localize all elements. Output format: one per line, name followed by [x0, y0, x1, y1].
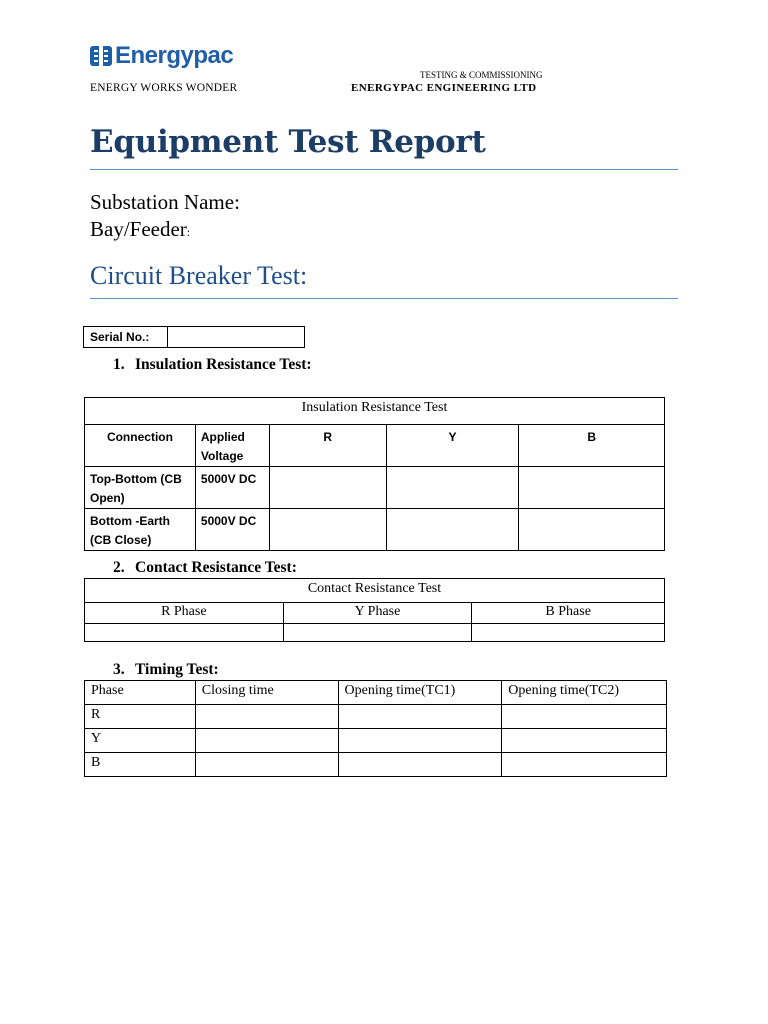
- section-title: Circuit Breaker Test:: [90, 261, 308, 290]
- table-cell[interactable]: [386, 509, 519, 551]
- table-row: [85, 705, 667, 729]
- insulation-heading-text: Insulation Resistance Test:: [135, 356, 312, 373]
- company-logo: [90, 43, 233, 69]
- company-name: ENERGYPAC ENGINEERING LTD: [351, 82, 537, 94]
- table-row: [85, 753, 667, 777]
- table-row: [85, 509, 665, 551]
- table-cell[interactable]: [472, 624, 665, 642]
- column-header: Opening time(TC1): [338, 681, 502, 705]
- energypac-logo-icon: [90, 45, 112, 67]
- table-cell[interactable]: [502, 705, 667, 729]
- table-cell: Top-Bottom (CB Open): [85, 467, 196, 509]
- table-cell[interactable]: [85, 624, 284, 642]
- insulation-table: [84, 397, 665, 551]
- column-header: Y Phase: [283, 603, 472, 624]
- table-cell[interactable]: [269, 509, 386, 551]
- table-cell[interactable]: [386, 467, 519, 509]
- department-label: TESTING & COMMISSIONING: [420, 70, 543, 80]
- table-cell[interactable]: [195, 729, 338, 753]
- contact-number: 2.: [113, 559, 125, 576]
- column-header: Phase: [85, 681, 196, 705]
- contact-heading-text: Contact Resistance Test:: [135, 559, 297, 576]
- insulation-table-title: Insulation Resistance Test: [85, 398, 665, 425]
- column-header: Applied Voltage: [195, 425, 269, 467]
- table-cell: 5000V DC: [195, 509, 269, 551]
- phase-cell: R: [85, 705, 196, 729]
- report-title: Equipment Test Report: [90, 124, 486, 160]
- table-cell: Bottom -Earth (CB Close): [85, 509, 196, 551]
- column-header: R Phase: [85, 603, 284, 624]
- bay-feeder-label: Bay/Feeder: [90, 217, 187, 241]
- column-header: Connection: [85, 425, 196, 467]
- table-cell[interactable]: [195, 705, 338, 729]
- column-header: Closing time: [195, 681, 338, 705]
- timing-heading: [113, 661, 219, 679]
- contact-heading: [113, 559, 297, 577]
- table-cell[interactable]: [283, 624, 472, 642]
- table-cell[interactable]: [338, 753, 502, 777]
- substation-name-label: Substation Name:: [90, 190, 240, 214]
- bay-feeder-colon: :: [186, 225, 191, 239]
- column-header: Y: [386, 425, 519, 467]
- table-cell[interactable]: [195, 753, 338, 777]
- table-cell[interactable]: [502, 753, 667, 777]
- table-cell[interactable]: [338, 705, 502, 729]
- timing-table: [84, 680, 667, 777]
- column-header: Opening time(TC2): [502, 681, 667, 705]
- contact-table: [84, 578, 665, 642]
- phase-cell: Y: [85, 729, 196, 753]
- table-row: [85, 729, 667, 753]
- serial-number-box: [83, 326, 305, 348]
- timing-heading-text: Timing Test:: [135, 661, 219, 678]
- timing-number: 3.: [113, 661, 125, 678]
- column-header: B: [519, 425, 665, 467]
- phase-cell: B: [85, 753, 196, 777]
- section-divider: [90, 298, 678, 299]
- column-header: B Phase: [472, 603, 665, 624]
- serial-number-value[interactable]: [168, 327, 304, 347]
- company-tagline: ENERGY WORKS WONDER: [90, 82, 238, 94]
- table-cell[interactable]: [338, 729, 502, 753]
- table-cell[interactable]: [519, 509, 665, 551]
- contact-table-title: Contact Resistance Test: [85, 579, 665, 603]
- title-divider: [90, 169, 678, 170]
- table-cell[interactable]: [269, 467, 386, 509]
- insulation-number: 1.: [113, 356, 125, 373]
- column-header: R: [269, 425, 386, 467]
- insulation-heading: [113, 356, 312, 374]
- table-row: [85, 467, 665, 509]
- table-cell[interactable]: [502, 729, 667, 753]
- logo-text: Energypac: [115, 42, 234, 69]
- table-cell[interactable]: [519, 467, 665, 509]
- table-cell: 5000V DC: [195, 467, 269, 509]
- bay-feeder-field: [90, 217, 190, 242]
- table-row: [85, 624, 665, 642]
- serial-number-label: Serial No.:: [84, 327, 168, 347]
